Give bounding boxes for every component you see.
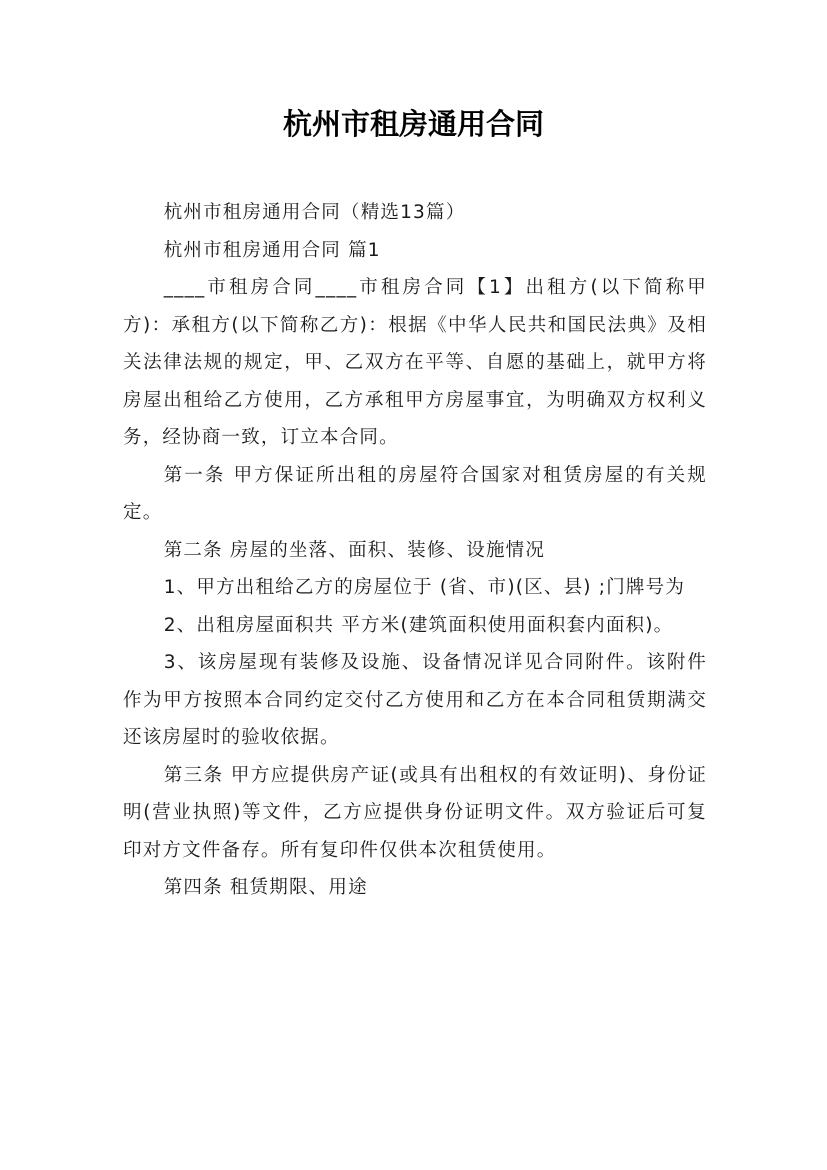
paragraph-article-2-item-1: 1、甲方出租给乙方的房屋位于 (省、市)(区、县) ;门牌号为 bbox=[163, 577, 686, 598]
document-body bbox=[123, 194, 707, 907]
paragraph-article-2-item-3: 3、该房屋现有装修及设施、设备情况详见合同附件。该附件作为甲方按照本合同约定交付乙方使用和乙方在本合同租赁期满交还该房屋时的验收依据。 bbox=[123, 652, 707, 748]
paragraph-subtitle: 杭州市租房通用合同（精选13篇） bbox=[163, 202, 466, 223]
paragraph-article-4: 第四条 租赁期限、用途 bbox=[163, 877, 368, 898]
paragraph-section-heading: 杭州市租房通用合同 篇1 bbox=[163, 239, 381, 261]
paragraph-article-2: 第二条 房屋的坐落、面积、装修、设施情况 bbox=[163, 539, 546, 561]
paragraph-article-1: 第一条 甲方保证所出租的房屋符合国家对租赁房屋的有关规定。 bbox=[123, 464, 707, 523]
paragraph-article-3: 第三条 甲方应提供房产证(或具有出租权的有效证明)、身份证明(营业执照)等文件，乙方应提供身份证明文件。双方验证后可复印对方文件备存。所有复印件仅供本次租赁使用。 bbox=[123, 764, 707, 861]
paragraph-article-2-item-2: 2、出租房屋面积共 平方米(建筑面积使用面积套内面积)。 bbox=[163, 614, 674, 636]
document-title: 杭州市租房通用合同 bbox=[282, 107, 544, 141]
paragraph-preamble: ____市租房合同____市租房合同【1】出租方(以下简称甲方)：承租方(以下简称乙方)：根据《中华人民共和国民法典》及相关法律法规的规定，甲、乙双方在平等、自愿的基础上，就甲方将房屋出租给乙方使用，乙方承租甲方房屋事宜，为明确双方权利义务，经协商一致，订立本合同。 bbox=[123, 277, 707, 448]
